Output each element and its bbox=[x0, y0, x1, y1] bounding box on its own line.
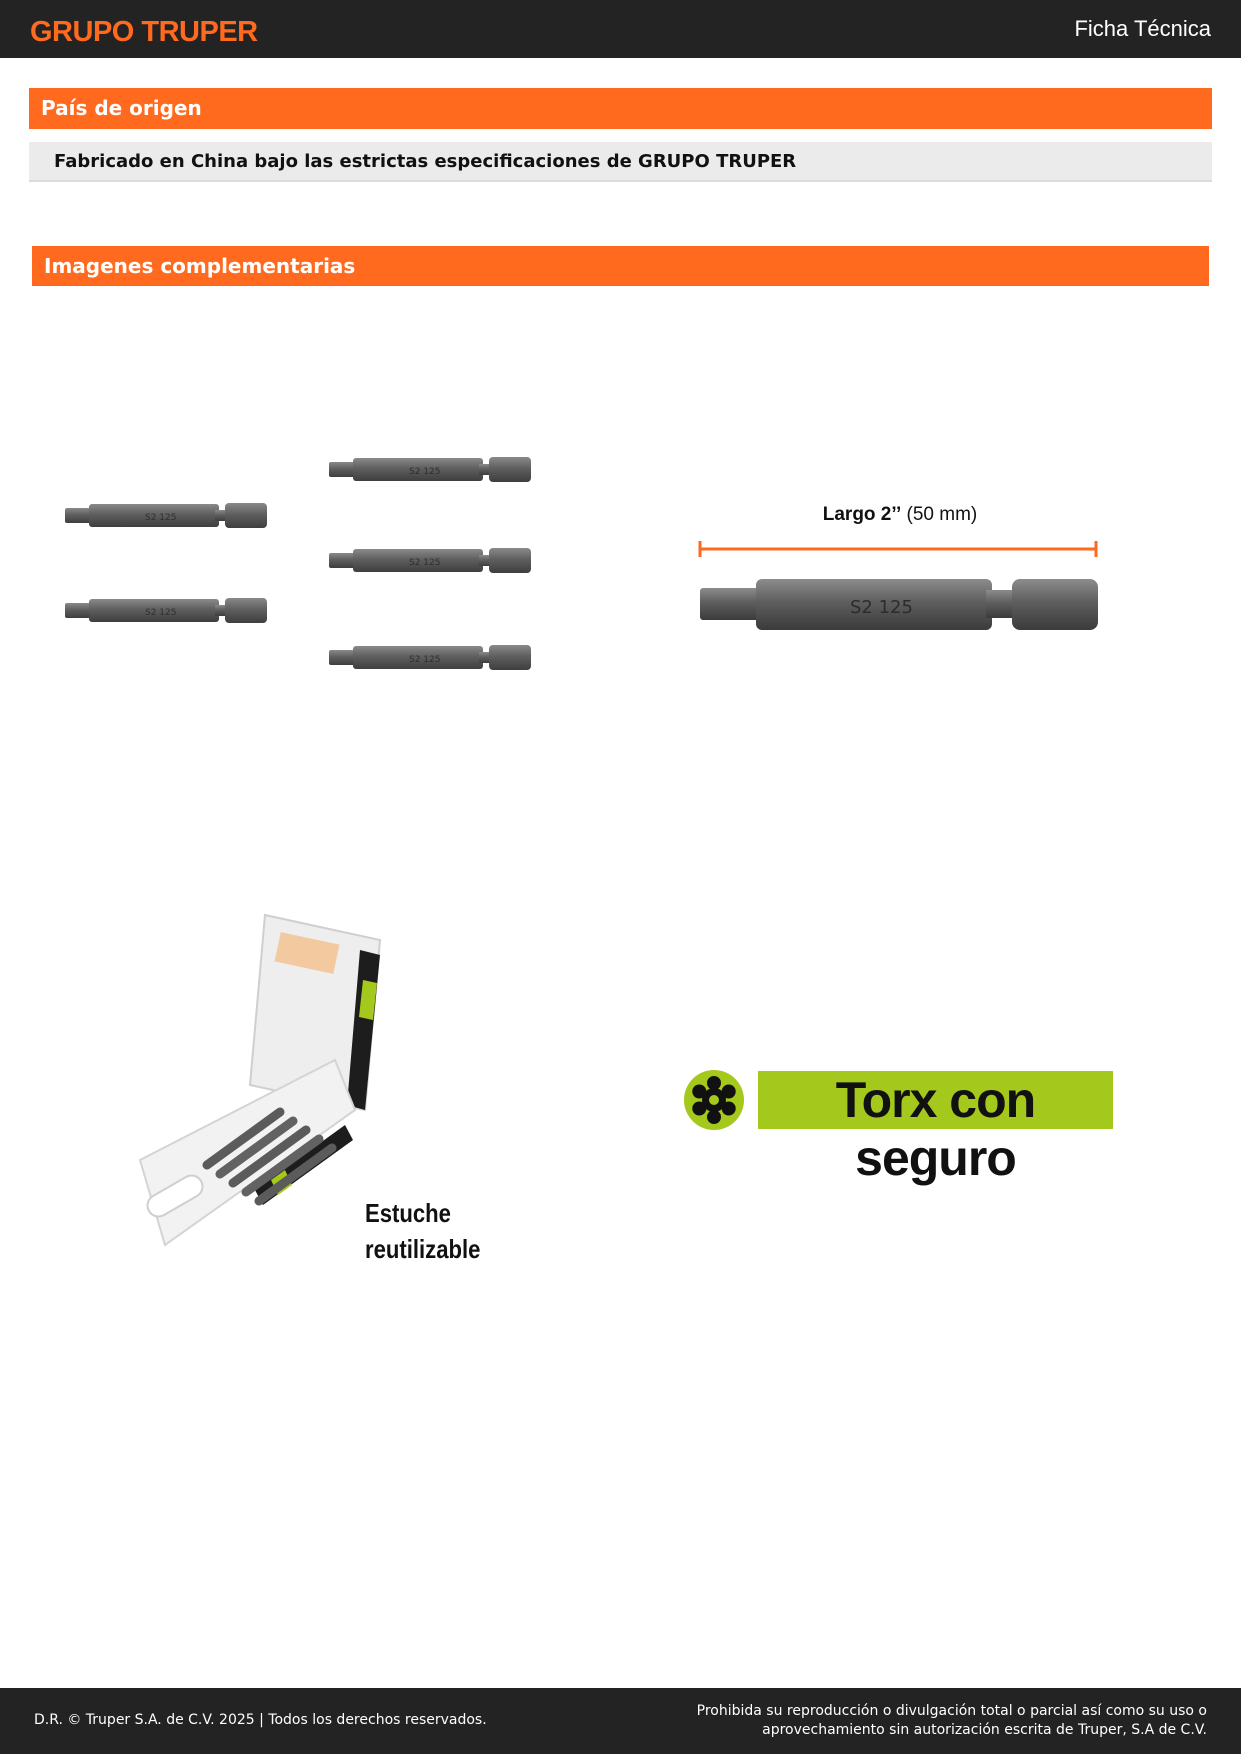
case-caption bbox=[365, 1195, 501, 1267]
page-header bbox=[0, 0, 1241, 58]
torx-bit bbox=[329, 548, 531, 573]
document-type-title: Ficha Técnica bbox=[1074, 16, 1211, 41]
bit-set-illustration: S2 125 bbox=[40, 430, 560, 690]
bit-length-image bbox=[680, 490, 1120, 650]
torx-bit bbox=[65, 598, 267, 623]
torx-label: Torx con seguro bbox=[758, 1071, 1113, 1129]
length-label-bold: Largo 2’’ bbox=[822, 504, 902, 525]
torx-bit bbox=[329, 645, 531, 670]
bit-set-image bbox=[40, 430, 560, 690]
legal-notice-line2: aprovechamiento sin autorización escrita de Truper, S.A de C.V. bbox=[762, 1722, 1207, 1738]
section-title-origin: País de origen bbox=[29, 88, 1212, 129]
torx-bit bbox=[65, 503, 267, 528]
case-caption-line2: reutilizable bbox=[365, 1234, 481, 1264]
legal-notice bbox=[587, 1702, 1207, 1740]
torx-bit bbox=[329, 457, 531, 482]
legal-notice-line1: Prohibida su reproducción o divulgación total o parcial así como su uso o bbox=[696, 1703, 1207, 1719]
case-caption-line1: Estuche bbox=[365, 1198, 451, 1228]
reusable-case-image bbox=[95, 910, 515, 1290]
torx-security-badge bbox=[680, 1065, 1120, 1186]
section-title-images: Imagenes complementarias bbox=[32, 246, 1209, 286]
torx-bit-large bbox=[700, 579, 1098, 630]
copyright-text: D.R. © Truper S.A. de C.V. 2025 | Todos los derechos reservados. bbox=[34, 1712, 487, 1728]
torx-icon bbox=[682, 1068, 746, 1132]
bit-marking: S2 125 bbox=[850, 597, 913, 618]
length-dimension-line bbox=[700, 541, 1096, 557]
brand-logo: GRUPO TRUPER bbox=[30, 16, 258, 48]
bit-length-illustration bbox=[680, 490, 1120, 650]
page-footer bbox=[0, 1688, 1241, 1754]
length-label-rest: (50 mm) bbox=[901, 504, 978, 525]
origin-text: Fabricado en China bajo las estrictas especificaciones de GRUPO TRUPER bbox=[29, 142, 1212, 182]
